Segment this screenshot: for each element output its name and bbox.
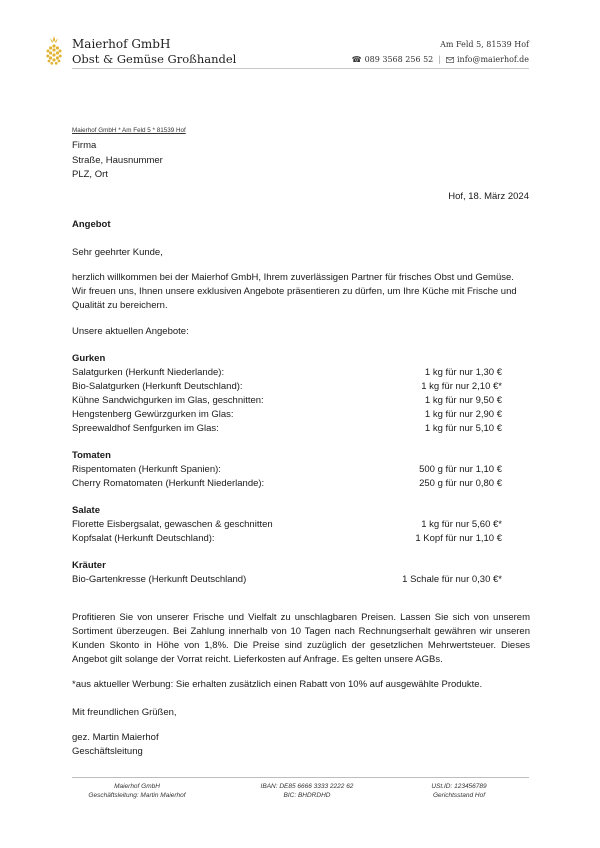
offer-item-name: Bio-Gartenkresse (Herkunft Deutschland) [72,574,247,585]
recipient-line: Firma [72,140,97,151]
offer-item-name: Kopfsalat (Herkunft Deutschland): [72,533,215,544]
footer-company [72,782,202,800]
header-email[interactable]: info@maierhof.de [456,55,529,64]
signature-name: gez. Martin Maierhof [72,732,159,743]
recipient-line: PLZ, Ort [72,169,108,180]
signature-block [72,731,159,759]
offer-category [72,449,502,491]
category-title: Gurken [72,353,106,364]
intro-paragraph: herzlich willkommen bei der Maierhof GmbH, Ihrem zuverlässigen Partner für frisches Obst und Gemüse. Wir freuen uns, Ihnen unsere exklusiven Angebote präsentieren zu dürfen, um Ihre Küche mit Frische und Qualität zu bereichern. [72,272,517,311]
offer-category [72,352,502,436]
offer-row [72,408,502,422]
contact-separator: | [438,55,441,64]
offer-item-name: Hengstenberg Gewürzgurken im Glas: [72,409,234,420]
offers-heading: Unsere aktuellen Angebote: [72,326,189,337]
header-divider [72,68,529,69]
offer-category [72,504,502,546]
footer-divider [72,777,529,778]
category-title: Kräuter [72,560,106,571]
offer-item-price: 1 kg für nur 5,10 € [424,423,502,434]
footer-bank [232,782,382,800]
offer-item-price: 1 kg für nur 5,60 €* [421,519,502,530]
offer-item-name: Rispentomaten (Herkunft Spanien): [72,464,221,475]
offer-category [72,559,502,587]
phone-icon: ☎ [351,55,362,64]
offer-row [72,394,502,408]
offer-row [72,422,502,436]
footer-line: Maierhof GmbH [114,783,160,790]
header-phone[interactable]: 089 3568 256 52 [364,55,434,64]
header-address: Am Feld 5, 81539 Hof [440,40,529,49]
offer-item-price: 1 Schale für nur 0,30 €* [402,574,502,585]
footer-legal [394,782,524,800]
closing-greeting: Mit freundlichen Grüßen, [72,707,177,718]
offer-item-name: Kühne Sandwichgurken im Glas, geschnitten: [72,395,264,406]
offer-item-name: Florette Eisbergsalat, gewaschen & geschnitten [72,519,273,530]
offer-row [72,366,502,380]
offer-item-name: Spreewaldhof Senfgurken im Glas: [72,423,219,434]
recipient-address [72,139,163,183]
recipient-line: Straße, Hausnummer [72,154,163,166]
company-subtitle: Obst & Gemüse Großhandel [72,52,237,66]
offer-row [72,518,502,532]
signature-title: Geschäftsleitung [72,746,143,757]
footer-line: IBAN: DE85 6666 3333 2222 62 [260,783,354,790]
offer-item-price: 250 g für nur 0,80 € [419,478,502,489]
offer-row [72,380,502,394]
offer-item-price: 1 kg für nur 2,10 €* [421,381,502,392]
offer-list [72,352,502,600]
footer-line: BIC: BHDRDHD [283,792,331,799]
offer-row [72,477,502,491]
letter-subject: Angebot [72,219,111,230]
footnote: *aus aktueller Werbung: Sie erhalten zusätzlich einen Rabatt von 10% auf ausgewählte Produkte. [72,679,483,690]
salutation: Sehr geehrter Kunde, [72,247,163,258]
pineapple-logo-icon [44,36,64,66]
offer-item-price: 1 kg für nur 9,50 € [424,395,502,406]
offer-item-name: Salatgurken (Herkunft Niederlande): [72,367,225,378]
offer-row [72,532,502,546]
closing-paragraph: Profitieren Sie von unserer Frische und Vielfalt zu unschlagbaren Preisen. Lassen Sie sich von unserem Sortiment überzeugen. Bei Zahlung innerhalb von 10 Tagen nach Rechnungserhalt gewähren wir unseren Kunden Skonto in Höhe von 1,8%. Die Preise sind zuzüglich der gesetzlichen Mehrwertsteuer. Dieses Angebot gilt solange der Vorrat reicht. Lieferkosten auf Anfrage. Es gelten unsere AGBs. [72,612,530,665]
sender-return-line: Maierhof GmbH * Am Feld 5 * 81539 Hof [72,127,186,134]
footer-line: USt.ID: 123456789 [431,783,487,790]
category-title: Tomaten [72,450,111,461]
offer-item-name: Bio-Salatgurken (Herkunft Deutschland): [72,381,243,392]
offer-row [72,463,502,477]
offer-item-price: 1 Kopf für nur 1,10 € [415,533,502,544]
footer-line: Geschäftsleitung: Martin Maierhof [88,792,186,799]
offer-item-price: 500 g für nur 1,10 € [419,464,502,475]
footer-line: Gerichtsstand Hof [432,792,486,799]
offer-item-name: Cherry Romatomaten (Herkunft Niederlande): [72,478,265,489]
category-title: Salate [72,505,100,516]
letter-date: Hof, 18. März 2024 [448,191,529,202]
offer-row [72,573,502,587]
mail-icon [446,57,454,63]
company-name: Maierhof GmbH [72,37,171,51]
offer-item-price: 1 kg für nur 1,30 € [424,367,502,378]
offer-item-price: 1 kg für nur 2,90 € [424,409,502,420]
header-contact [352,55,529,64]
